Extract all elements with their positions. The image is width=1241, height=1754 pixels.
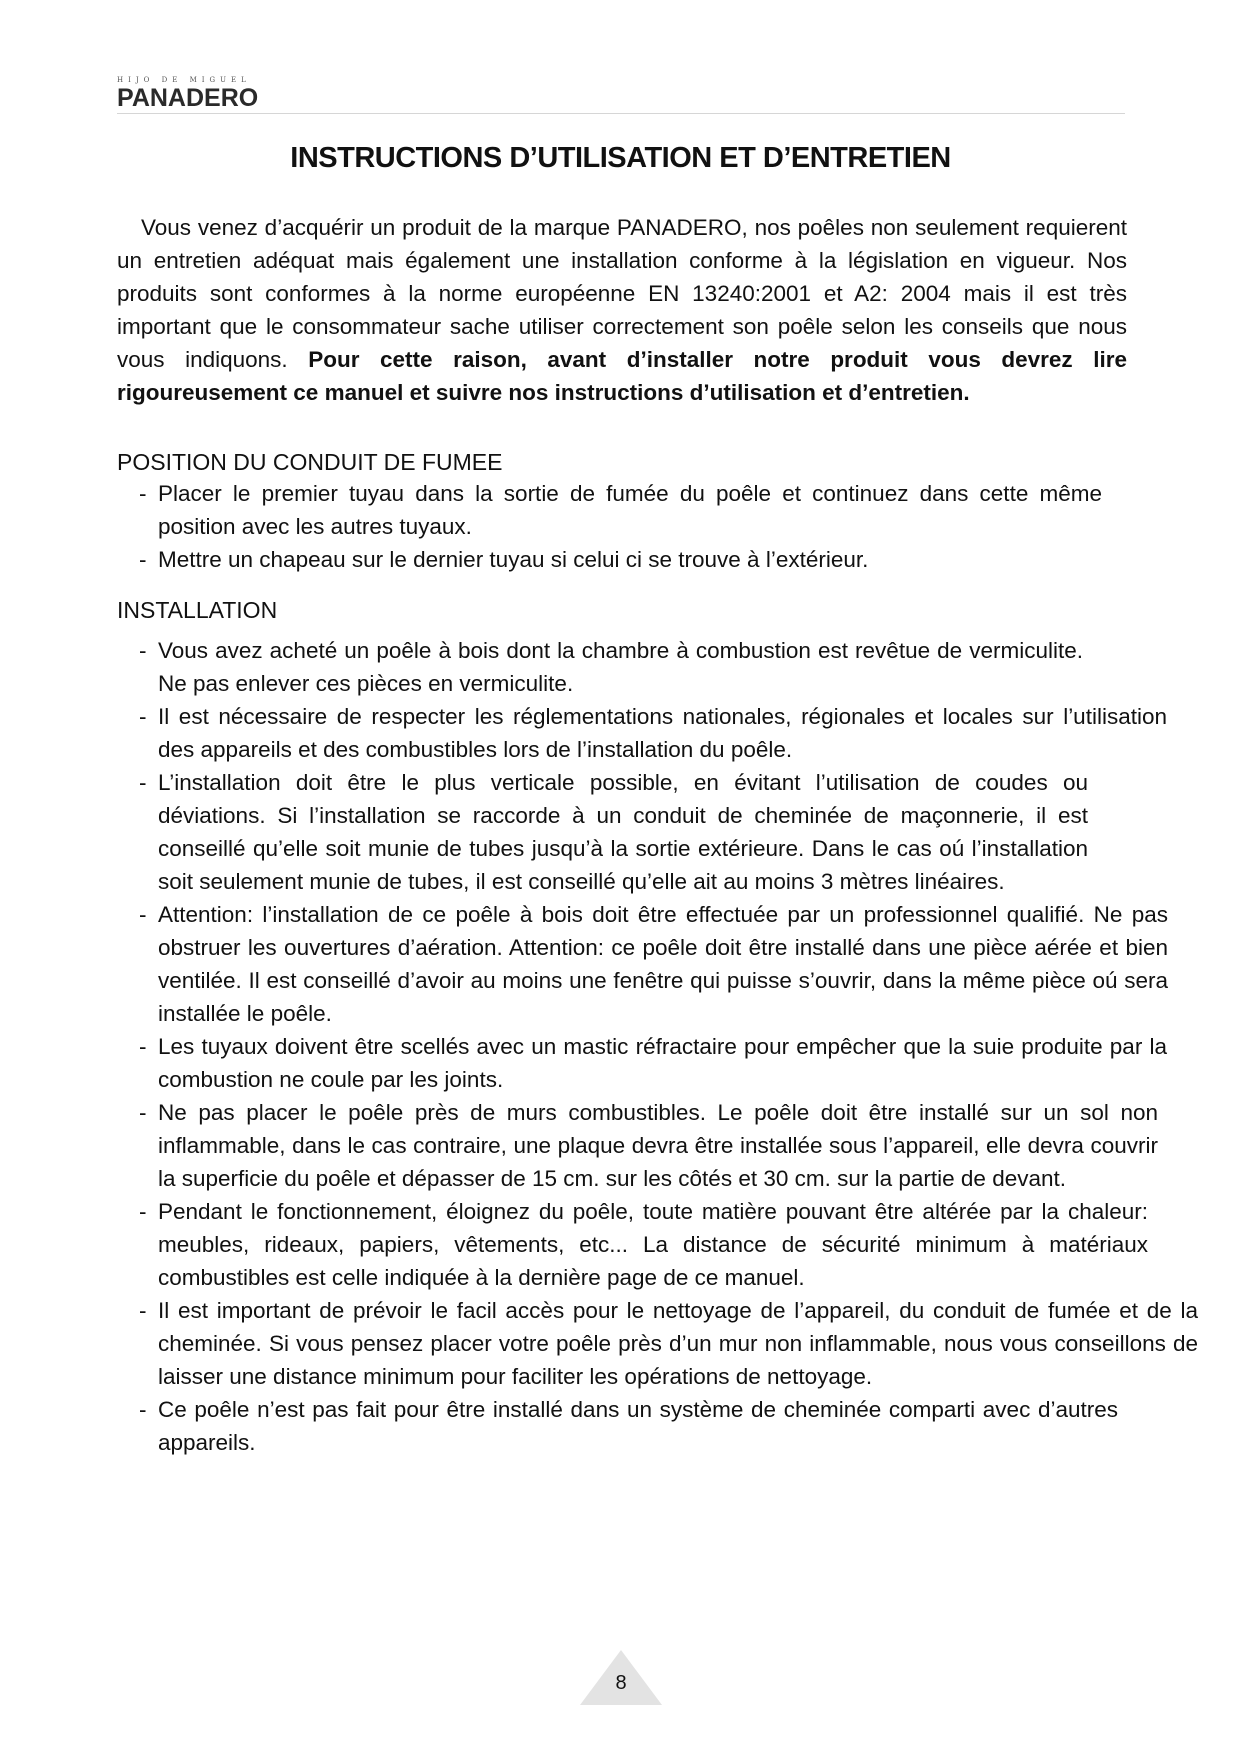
list-item: - Il est nécessaire de respecter les réglementations nationales, régionales et locales sur l’utilisation des appareils et des combustibles lors de l’installation du poêle. xyxy=(139,704,1167,762)
list-item: - Les tuyaux doivent être scellés avec un mastic réfractaire pour empêcher que la suie produite par la combustion ne coule par les joints. xyxy=(139,1034,1167,1092)
list-item: - Mettre un chapeau sur le dernier tuyau si celui ci se trouve à l’extérieur. xyxy=(139,547,869,572)
list-item: - Ne pas placer le poêle près de murs combustibles. Le poêle doit être installé sur un sol non inflammable, dans le cas contraire, une plaque devra être installée sous l’appareil, elle devra couvrir la superficie du poêle et dépasser de 15 cm. sur les côtés et 30 cm. sur la partie de devant. xyxy=(139,1100,1158,1191)
conduit-list xyxy=(117,477,1102,576)
list-item: - L’installation doit être le plus verticale possible, en évitant l’utilisation de coudes ou déviations. Si l’installation se raccorde à un conduit de cheminée de maçonnerie, il est conseillé qu’elle soit munie de tubes jusqu’à la sortie extérieure. Dans le cas oú l’installation soit seulement munie de tubes, il est conseillé qu’elle ait au moins 3 mètres linéaires. xyxy=(139,770,1088,894)
installation-list xyxy=(117,634,1198,1459)
section-heading-conduit: POSITION DU CONDUIT DE FUMEE xyxy=(117,449,503,475)
intro-text: Vous venez d’acquérir un produit de la marque PANADERO, nos poêles non seulement requierent un entretien adéquat mais également une installation conforme à la législation en vigueur. Nos produits sont conformes à la norme européenne EN 13240:2001 et A2: 2004 mais il est très important que le consommateur sache utiliser correctement son poêle selon les conseils que nous vous indiquons. xyxy=(117,215,1127,372)
intro-bold-text: Pour cette raison, avant d’installer notre produit vous devrez lire rigoureusement ce manuel et suivre nos instructions d’utilisation et d’entretien. xyxy=(117,347,1127,405)
list-item: - Pendant le fonctionnement, éloignez du poêle, toute matière pouvant être altérée par la chaleur: meubles, rideaux, papiers, vêtements, etc... La distance de sécurité minimum à matériaux combustibles est celle indiquée à la dernière page de ce manuel. xyxy=(139,1199,1148,1290)
logo-wordmark: PANADERO xyxy=(117,84,259,112)
list-item: - Il est important de prévoir le facil accès pour le nettoyage de l’appareil, du conduit de fumée et de la cheminée. Si vous pensez placer votre poêle près d’un mur non inflammable, nous vous conseillons de laisser une distance minimum pour faciliter les opérations de nettoyage. xyxy=(139,1298,1198,1389)
list-item: - Vous avez acheté un poêle à bois dont la chambre à combustion est revêtue de vermiculite. Ne pas enlever ces pièces en vermiculite. xyxy=(139,638,1083,696)
panadero-logo xyxy=(117,76,259,112)
page-number: 8 xyxy=(615,1672,627,1694)
list-item: - Placer le premier tuyau dans la sortie de fumée du poêle et continuez dans cette même position avec les autres tuyaux. xyxy=(139,481,1102,539)
list-item: - Attention: l’installation de ce poêle à bois doit être effectuée par un professionnel qualifié. Ne pas obstruer les ouvertures d’aération. Attention: ce poêle doit être installé dans une pièce aérée et bien ventilée. Il est conseillé d’avoir au moins une fenêtre qui puisse s’ouvrir, dans la même pièce oú sera installée le poêle. xyxy=(139,902,1168,1026)
header-divider xyxy=(117,113,1125,114)
intro-paragraph xyxy=(117,211,1127,409)
page-title: INSTRUCTIONS D’UTILISATION ET D’ENTRETIEN xyxy=(290,142,951,174)
logo-tagline: HIJO DE MIGUEL xyxy=(117,76,251,84)
section-heading-installation: INSTALLATION xyxy=(117,597,278,623)
list-item: - Ce poêle n’est pas fait pour être installé dans un système de cheminée comparti avec d’autres appareils. xyxy=(139,1397,1118,1455)
